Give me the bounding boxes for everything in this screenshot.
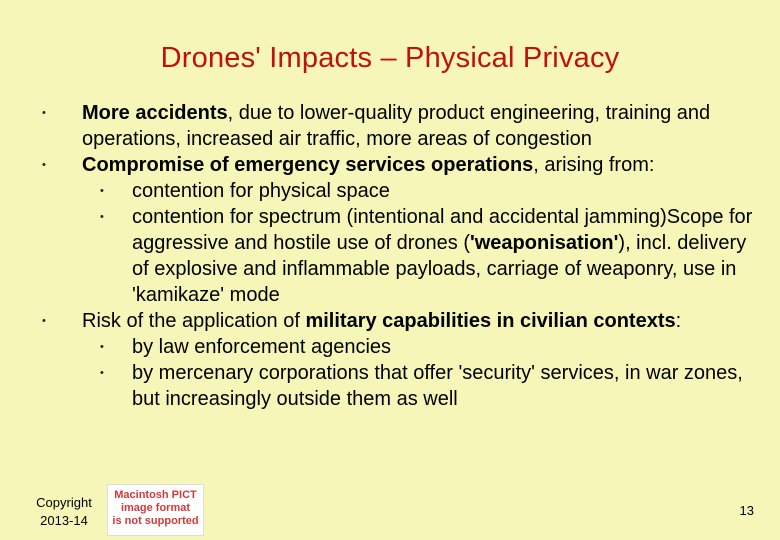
bullet-icon: • <box>42 159 46 171</box>
slide-body <box>40 100 760 412</box>
sub-bullet-item-law-enforcement <box>40 334 760 360</box>
sub-bullet-text: by law enforcement agencies <box>132 336 392 358</box>
bullet-text: , arising from: <box>533 154 655 176</box>
copyright-notice <box>28 494 100 530</box>
pict-line: image format <box>120 502 191 514</box>
run-on-text: Scope for aggressive and hostile use of drones ( <box>132 206 753 254</box>
bullet-text: , due to lower-quality product engineering, training and operations, increased air traffic, more areas of congestion <box>82 102 711 150</box>
bullet-icon: • <box>100 211 104 223</box>
bullet-bold-text: military capabilities in civilian contexts <box>305 310 676 332</box>
bullet-pre-text: Risk of the application of <box>82 310 306 332</box>
page-number: 13 <box>739 503 754 518</box>
bullet-icon: • <box>42 315 46 327</box>
run-on-rest-text: ), incl. delivery of explosive and inflammable payloads, carriage of weaponry, use in 'kamikaze' mode <box>132 232 747 306</box>
sub-bullet-text: contention for physical space <box>132 180 390 202</box>
unsupported-image-placeholder <box>107 484 204 536</box>
sub-bullet-item-spectrum <box>40 204 760 308</box>
sub-bullet-item-space <box>40 178 760 204</box>
sub-bullet-text: by mercenary corporations that offer 'security' services, in war zones, but increasingly outside them as well <box>132 362 743 410</box>
sub-bullet-item-mercenary <box>40 360 760 412</box>
bullet-bold-text: More accidents <box>82 102 228 124</box>
copyright-years: 2013-14 <box>40 513 88 528</box>
bullet-item-accidents <box>40 100 760 152</box>
pict-line: is not supported <box>112 515 199 527</box>
bullet-item-emergency <box>40 152 760 178</box>
bullet-bold-text: Compromise of emergency services operations <box>82 154 534 176</box>
bullet-icon: • <box>100 185 104 197</box>
copyright-line: Copyright <box>36 495 92 510</box>
sub-bullet-text: contention for spectrum (intentional and accidental jamming) <box>132 206 667 228</box>
bullet-icon: • <box>42 107 46 119</box>
bullet-icon: • <box>100 341 104 353</box>
bullet-icon: • <box>100 367 104 379</box>
slide-title: Drones' Impacts – Physical Privacy <box>160 42 620 74</box>
run-on-bold-text: 'weaponisation' <box>469 232 619 254</box>
bullet-text: : <box>675 310 682 332</box>
pict-line: Macintosh PICT <box>114 489 197 501</box>
bullet-item-military <box>40 308 760 334</box>
